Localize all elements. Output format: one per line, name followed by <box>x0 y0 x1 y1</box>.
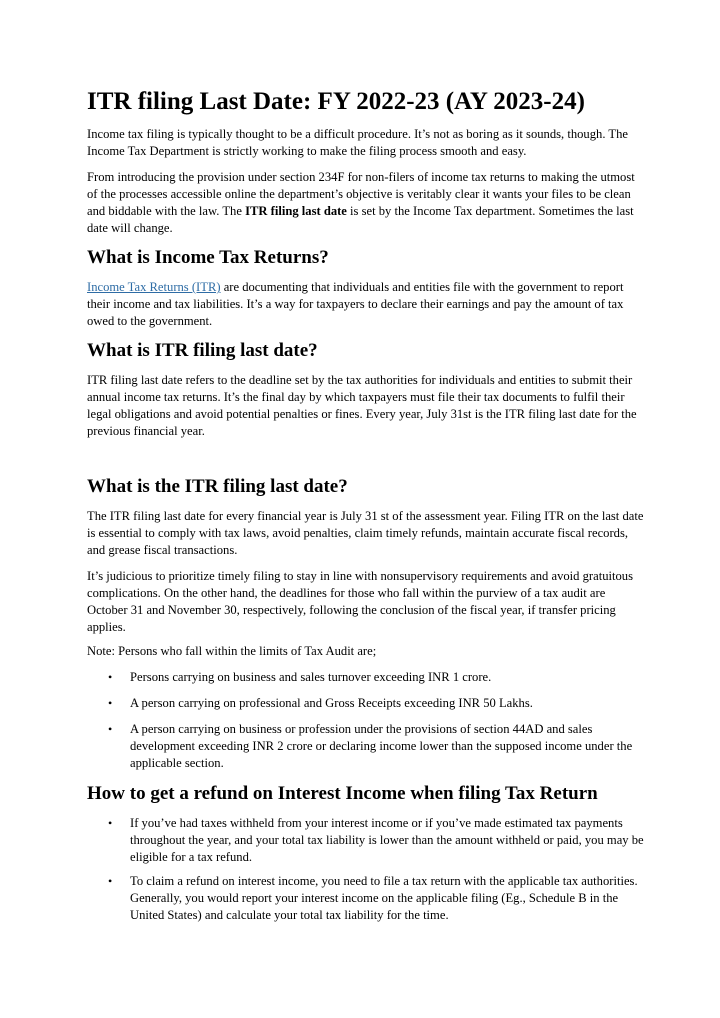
section-heading-itr: What is Income Tax Returns? <box>87 247 329 268</box>
section-itr-body <box>87 279 647 330</box>
bullet-icon: • <box>108 670 113 684</box>
section-the-last-date-paragraph-2: It’s judicious to prioritize timely filing to stay in line with nonsupervisory requirements and avoid gratuitous complications. On the other hand, the deadlines for those who fall within the purview of a tax audit are October 31 and November 30, respectively, following the conclusion of the fiscal year, if transfer pricing applies. <box>87 569 633 634</box>
section-heading-the-last-date: What is the ITR filing last date? <box>87 476 348 497</box>
section-the-last-date-paragraph-1: The ITR filing last date for every financial year is July 31 st of the assessment year. Filing ITR on the last date is essential to comply with tax laws, avoid penalties, claim timely refunds, maintain accurate fiscal records, and grease fiscal transactions. <box>87 509 644 557</box>
bullet-icon: • <box>108 874 113 888</box>
list-item: • To claim a refund on interest income, you need to file a tax return with the applicable tax authorities. Generally, you would report your interest income on the applicable filing (Eg., Schedule B in the United States) and calculate your total tax liability for the time. <box>108 874 638 922</box>
intro-text-before: From introducing the provision under section 234F for non-filers of income tax returns to making the utmost of the processes accessible online the department’s objective is veritably clear it wants your files to be clean and biddable with the law. The <box>87 170 635 218</box>
tax-audit-note: Note: Persons who fall within the limits of Tax Audit are; <box>87 644 377 658</box>
list-item: • A person carrying on business or profession under the provisions of section 44AD and sales development exceeding INR 2 crore or declaring income lower than the supposed income under the applicable section. <box>108 722 633 770</box>
section-heading-refund: How to get a refund on Interest Income when filing Tax Return <box>87 783 598 804</box>
section-heading-last-date: What is ITR filing last date? <box>87 340 318 361</box>
bullet-icon: • <box>108 722 113 736</box>
intro-paragraph-2 <box>87 169 647 237</box>
itr-link[interactable]: Income Tax Returns (ITR) <box>87 280 221 294</box>
list-item: • A person carrying on professional and Gross Receipts exceeding INR 50 Lakhs. <box>108 696 533 710</box>
intro-paragraph-1: Income tax filing is typically thought to be a difficult procedure. It’s not as boring as it sounds, though. The Income Tax Department is strictly working to make the filing process smooth and easy. <box>87 127 628 158</box>
list-item: • If you’ve had taxes withheld from your interest income or if you’ve made estimated tax payments throughout the year, and your total tax liability is lower than the amount withheld or paid, you may be eligible for a tax refund. <box>108 816 644 864</box>
intro-bold-phrase: ITR filing last date <box>245 204 347 218</box>
section-last-date-body: ITR filing last date refers to the deadline set by the tax authorities for individuals and entities to submit their annual income tax returns. It’s the final day by which taxpayers must file their tax documents to fulfil their legal obligations and avoid potential penalties or fines. Every year, July 31st is the ITR filing last date for the previous financial year. <box>87 373 637 438</box>
bullet-icon: • <box>108 696 113 710</box>
list-item: • Persons carrying on business and sales turnover exceeding INR 1 crore. <box>108 670 492 684</box>
intro-text-after: is set by the Income Tax department. Sometimes the last date will change. <box>87 204 634 235</box>
bullet-icon: • <box>108 816 113 830</box>
section-itr-text: are documenting that individuals and entities file with the government to report their income and tax liabilities. It’s a way for taxpayers to declare their earnings and pay the amount of tax owed to the government. <box>87 280 624 328</box>
page-title: ITR filing Last Date: FY 2022-23 (AY 2023-24) <box>87 88 585 115</box>
